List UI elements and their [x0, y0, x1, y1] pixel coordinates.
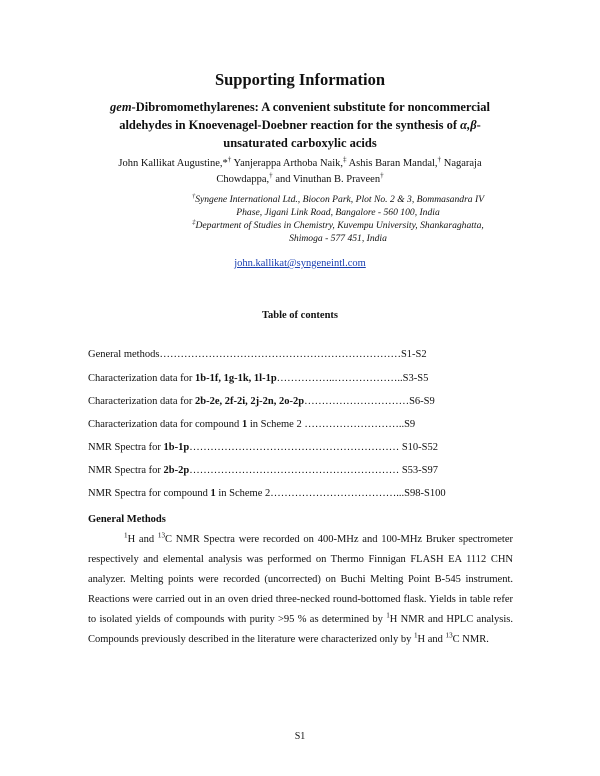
email-link[interactable]: john.kallikat@syngeneintl.com	[234, 258, 366, 269]
subtitle-text-2: -unsaturated carboxylic acids	[223, 118, 481, 150]
toc-row[interactable]	[88, 373, 518, 384]
toc-page: S3-S5	[402, 373, 429, 384]
toc-page: S6-S9	[409, 396, 435, 407]
toc-dots: ……………………………………………………	[189, 465, 400, 476]
toc-label: General methods	[88, 349, 160, 360]
email-line	[0, 258, 600, 269]
toc-label-suffix: in Scheme 2	[215, 488, 271, 499]
toc-row[interactable]	[88, 396, 518, 407]
author-name: Ashis Baran Mandal,	[346, 158, 438, 169]
toc-dots: ……………..………………..	[276, 373, 403, 384]
toc-label: Characterization data for	[88, 373, 195, 384]
toc-row[interactable]	[88, 465, 518, 476]
toc-compounds: 2b-2p	[163, 465, 190, 476]
subtitle-greek: α,β	[460, 118, 477, 132]
toc-dots: ………………………..	[304, 419, 405, 430]
superscript: 1	[413, 631, 418, 640]
superscript: 1	[386, 611, 390, 620]
section-heading: General Methods	[88, 514, 166, 525]
toc-page: S10-S52	[399, 442, 439, 453]
author-name: Nagaraja Chowdappa,	[216, 158, 482, 185]
toc-label: Characterization data for	[88, 396, 195, 407]
toc-label: NMR Spectra for compound	[88, 488, 211, 499]
toc-label-suffix: in Scheme 2	[247, 419, 305, 430]
toc-row[interactable]	[88, 442, 518, 453]
toc-compounds: 1	[241, 419, 248, 430]
toc-row[interactable]	[88, 419, 518, 430]
toc-compounds: 2b-2e, 2f-2i, 2j-2n, 2o-2p	[194, 396, 305, 407]
toc-dots: ………………………………...	[270, 488, 405, 499]
author-affil-mark: †	[227, 155, 232, 164]
author-affil-mark: †	[380, 171, 384, 180]
affiliation-syngene	[178, 193, 498, 219]
superscript: 13	[445, 631, 453, 640]
toc-label: NMR Spectra for	[88, 465, 164, 476]
toc-dots: …………………………	[304, 396, 410, 407]
author-affil-mark: †	[437, 155, 442, 164]
toc-page: S1-S2	[400, 349, 427, 360]
toc-label: NMR Spectra for	[88, 442, 164, 453]
affiliation-mark: ‡	[192, 218, 196, 226]
page-number: S1	[294, 731, 306, 742]
toc-page: S98-S100	[404, 488, 446, 499]
toc-row[interactable]	[88, 349, 518, 360]
superscript: 1	[124, 531, 128, 540]
paragraph-text: C NMR.	[452, 634, 489, 645]
paragraph-text: H and	[417, 634, 446, 645]
affiliation-mark: †	[191, 192, 196, 200]
subtitle-text-1: -Dibromomethylarenes: A convenient substitute for noncommercial aldehydes in Knoevenagel-Doebner reaction for the synthesis of	[119, 100, 490, 132]
author-affil-mark: †	[269, 171, 273, 180]
author-name: John Kallikat Augustine,*	[118, 158, 228, 169]
toc-compounds: 1b-1f, 1g-1k, 1l-1p	[194, 373, 277, 384]
toc-dots: ……………………………………………………	[189, 442, 400, 453]
author-list	[110, 156, 490, 188]
affiliation-text: Syngene International Ltd., Biocon Park, Plot No. 2 & 3, Bommasandra IV Phase, Jigani Link Road, Bangalore - 560 100, India	[195, 194, 485, 218]
paragraph-text: H NMR and HPLC analysis. Compounds previously described in the literature were characterized only by	[88, 614, 513, 645]
paragraph-text: C NMR Spectra were recorded on 400-MHz and 100-MHz Bruker spectrometer respectively and elemental analysis was performed on Thermo Finnigan FLASH EA 1112 CHN analyzer. Melting points were recorded (uncorrected) on Buchi Melting Point B-545 instrument. Reactions were carried out in an oven dried three-necked round-bottomed flask. Yields in table refer to isolated yields of compounds with purity >95 % as determined by	[88, 534, 514, 625]
toc-heading: Table of contents	[261, 310, 339, 321]
toc-page: S53-S97	[399, 465, 439, 476]
page-title: Supporting Information	[214, 70, 386, 89]
paragraph-text: H and	[127, 534, 158, 545]
toc-row[interactable]	[88, 488, 518, 499]
toc-label: Characterization data for compound	[88, 419, 242, 430]
author-affil-mark: ‡	[342, 155, 347, 164]
toc-compounds: 1b-1p	[163, 442, 190, 453]
paper-subtitle	[100, 98, 500, 152]
toc-dots: ……………………………………………………………	[159, 349, 401, 360]
general-methods-paragraph	[88, 530, 513, 650]
affiliation-text: Department of Studies in Chemistry, Kuvempu University, Shankaraghatta, Shimoga - 577 451, India	[195, 220, 484, 244]
author-name: and Vinuthan B. Praveen	[272, 174, 381, 185]
author-name: Yanjerappa Arthoba Naik,	[231, 158, 343, 169]
affiliation-kuvempu	[178, 219, 498, 245]
superscript: 13	[157, 531, 165, 540]
toc-compounds: 1	[210, 488, 216, 499]
toc-page: S9	[404, 419, 416, 430]
subtitle-italic-word: gem	[110, 100, 132, 114]
